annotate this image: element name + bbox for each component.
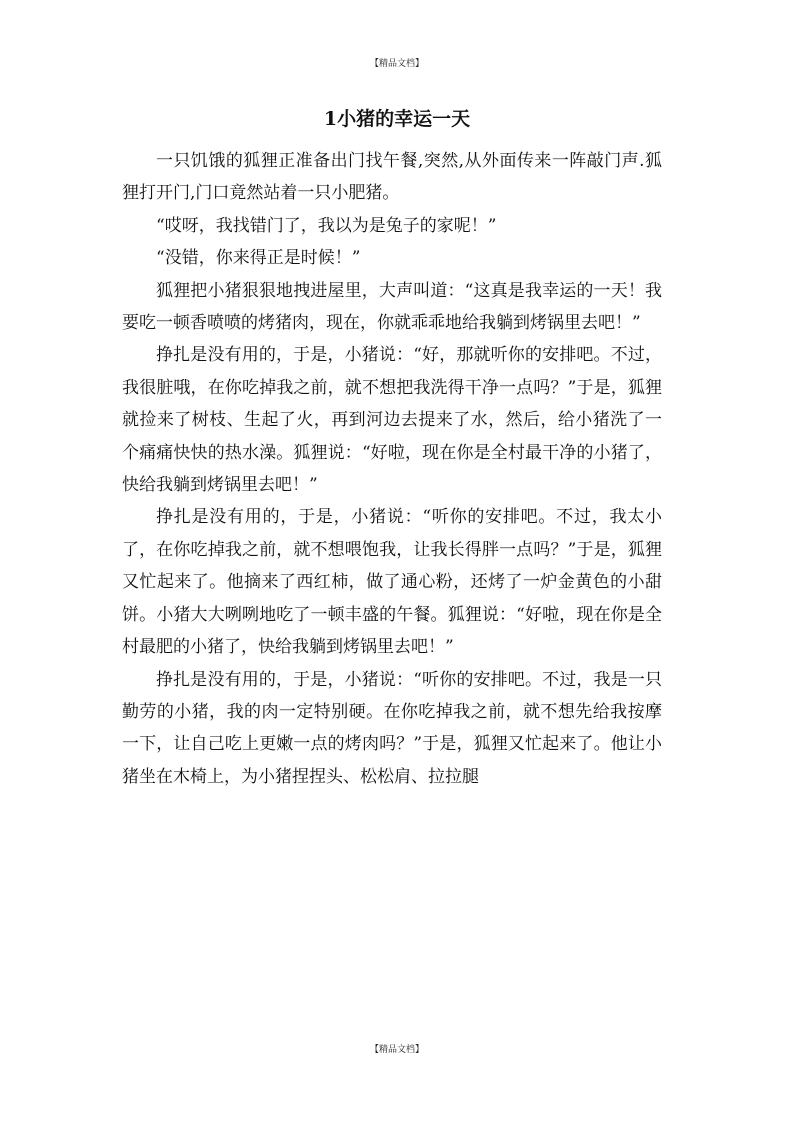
header-tag: 【精品文档】	[369, 59, 424, 69]
story-body	[122, 145, 662, 793]
footer-tag: 【精品文档】	[369, 1045, 424, 1055]
paragraph: “没错，你来得正是时候！”	[156, 248, 361, 269]
paragraph: 一只饥饿的狐狸正准备出门找午餐,突然,从外面传来一阵敲门声.狐狸打开门,门口竟然站着一只小肥猪。	[122, 151, 662, 204]
document-title: 1小猪的幸运一天	[323, 107, 471, 130]
paragraph: 挣扎是没有用的，于是，小猪说：“好，那就听你的安排吧。不过，我很脏哦，在你吃掉我之前，就不想把我洗得干净一点吗？”于是，狐狸就捡来了树枝、生起了火，再到河边去提来了水，然后，给小猪洗了一个痛痛快快的热水澡。狐狸说：“好啦，现在你是全村最干净的小猪了，快给我躺到烤锅里去吧！”	[122, 345, 662, 496]
paragraph: “哎呀，我找错门了，我以为是兔子的家呢！”	[156, 215, 497, 236]
paragraph: 挣扎是没有用的，于是，小猪说：“听你的安排吧。不过，我是一只勤劳的小猪，我的肉一定特别硬。在你吃掉我之前，就不想先给我按摩一下，让自己吃上更嫩一点的烤肉吗？”于是，狐狸又忙起来了。他让小猪坐在木椅上，为小猪捏捏头、松松肩、拉拉腿	[122, 669, 662, 787]
paragraph: 挣扎是没有用的，于是，小猪说：“听你的安排吧。不过，我太小了，在你吃掉我之前，就不想喂饱我，让我长得胖一点吗？”于是，狐狸又忙起来了。他摘来了西红柿，做了通心粉，还烤了一炉金黄色的小甜饼。小猪大大咧咧地吃了一顿丰盛的午餐。狐狸说：“好啦，现在你是全村最肥的小猪了，快给我躺到烤锅里去吧！”	[122, 507, 662, 658]
paragraph: 狐狸把小猪狠狠地拽进屋里，大声叫道：“这真是我幸运的一天！我要吃一顿香喷喷的烤猪肉，现在，你就乖乖地给我躺到烤锅里去吧！”	[122, 280, 662, 334]
